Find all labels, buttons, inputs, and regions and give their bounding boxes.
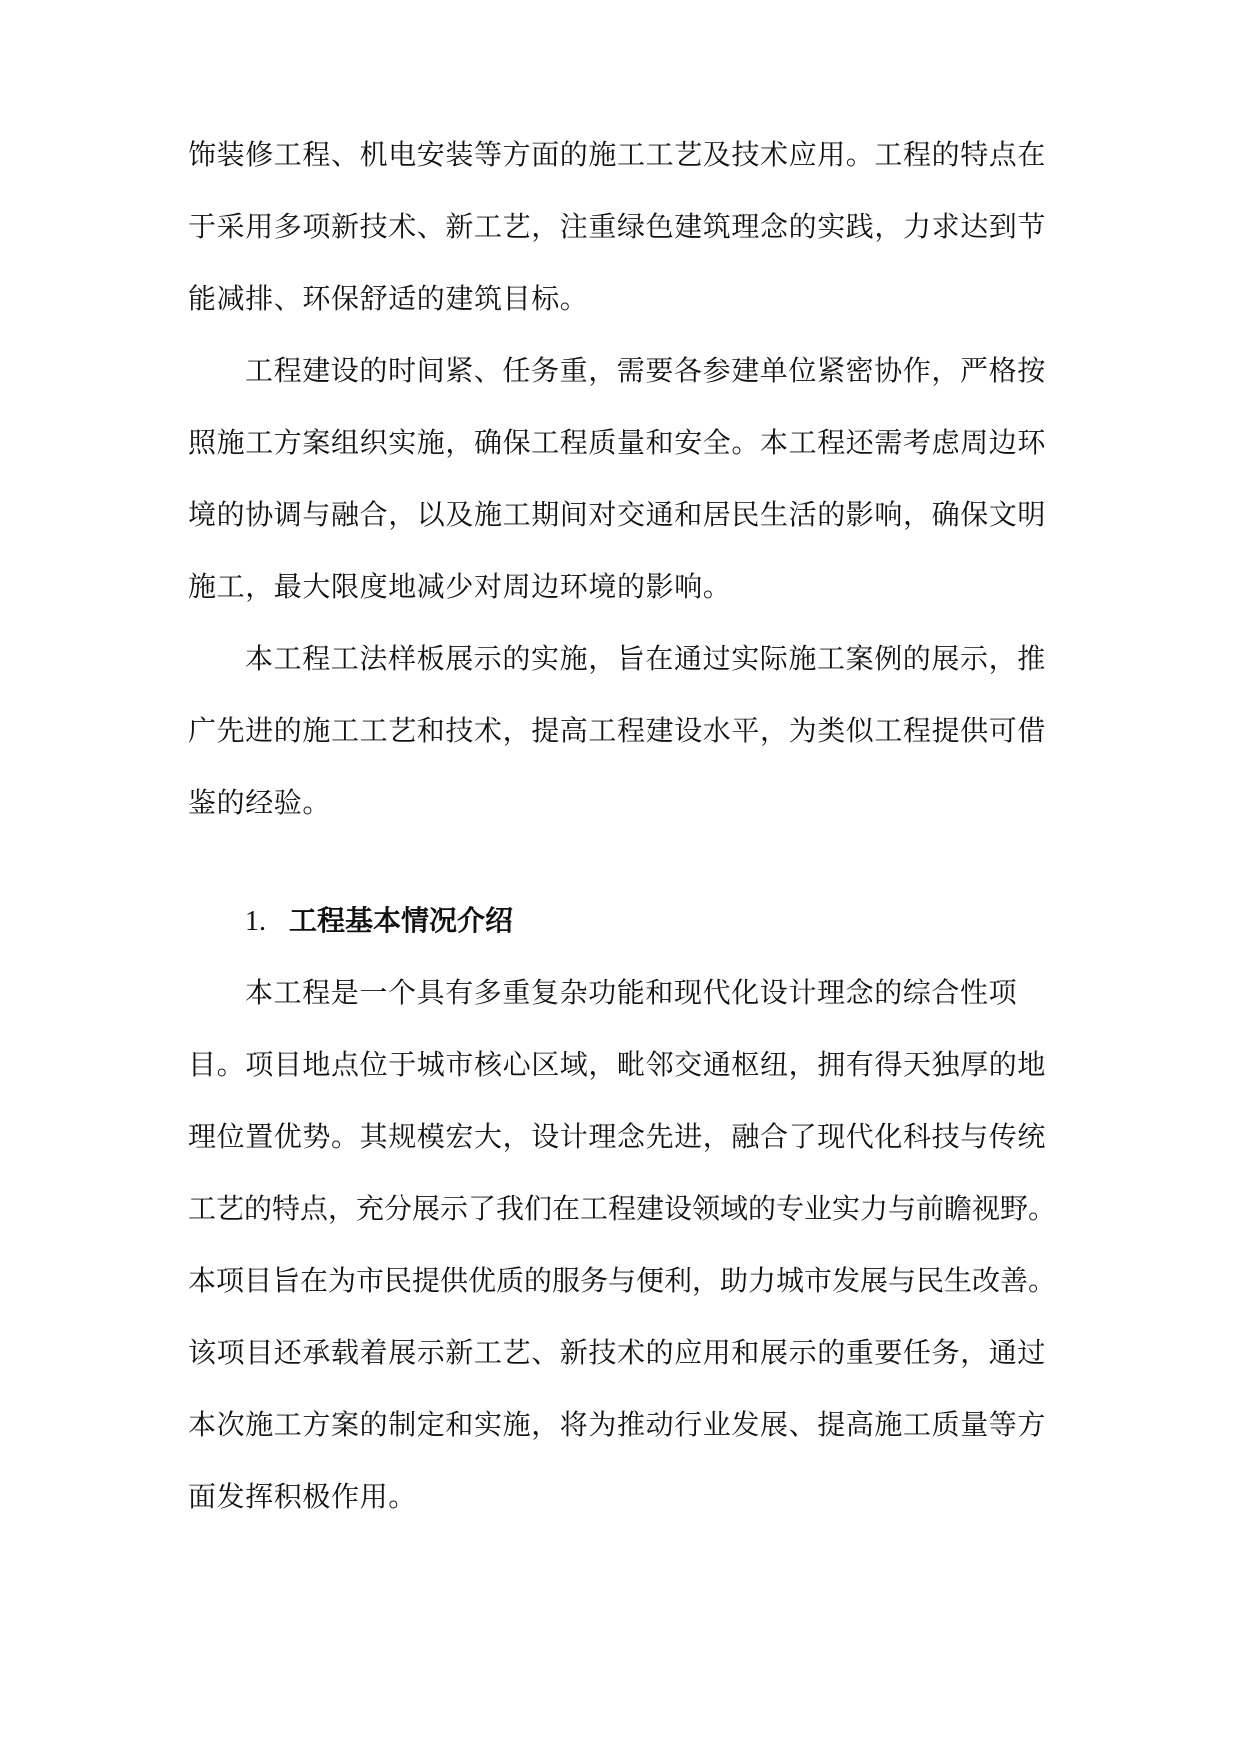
paragraph-line: 目。项目地点位于城市核心区域，毗邻交通枢纽，拥有得天独厚的地 [188,1048,1047,1081]
section-heading [245,903,513,940]
paragraph-line: 面发挥积极作用。 [188,1480,417,1513]
paragraph-line: 境的协调与融合，以及施工期间对交通和居民生活的影响，确保文明 [188,498,1047,531]
paragraph-line: 饰装修工程、机电安装等方面的施工工艺及技术应用。工程的特点在 [188,138,1047,171]
paragraph-line: 工艺的特点，充分展示了我们在工程建设领域的专业实力与前瞻视野。 [188,1192,1057,1225]
paragraph-line: 工程建设的时间紧、任务重，需要各参建单位紧密协作，严格按 [245,354,1046,387]
section-number: 1. [245,906,266,937]
paragraph-line: 本工程是一个具有多重复杂功能和现代化设计理念的综合性项 [245,976,1018,1009]
section-title: 工程基本情况介绍 [289,904,514,937]
paragraph-line: 本项目旨在为市民提供优质的服务与便利，助力城市发展与民生改善。 [188,1264,1057,1297]
paragraph-line: 施工，最大限度地减少对周边环境的影响。 [188,570,732,603]
paragraph-line: 能减排、环保舒适的建筑目标。 [188,282,589,315]
paragraph-line: 照施工方案组织实施，确保工程质量和安全。本工程还需考虑周边环 [188,426,1047,459]
paragraph-line: 广先进的施工工艺和技术，提高工程建设水平，为类似工程提供可借 [188,714,1047,747]
paragraph-line: 本工程工法样板展示的实施，旨在通过实际施工案例的展示，推 [245,642,1046,675]
paragraph-line: 该项目还承载着展示新工艺、新技术的应用和展示的重要任务，通过 [188,1336,1047,1369]
paragraph-line: 理位置优势。其规模宏大，设计理念先进，融合了现代化科技与传统 [188,1120,1047,1153]
paragraph-line: 鉴的经验。 [188,786,332,819]
paragraph-line: 于采用多项新技术、新工艺，注重绿色建筑理念的实践，力求达到节 [188,210,1047,243]
paragraph-line: 本次施工方案的制定和实施，将为推动行业发展、提高施工质量等方 [188,1408,1047,1441]
